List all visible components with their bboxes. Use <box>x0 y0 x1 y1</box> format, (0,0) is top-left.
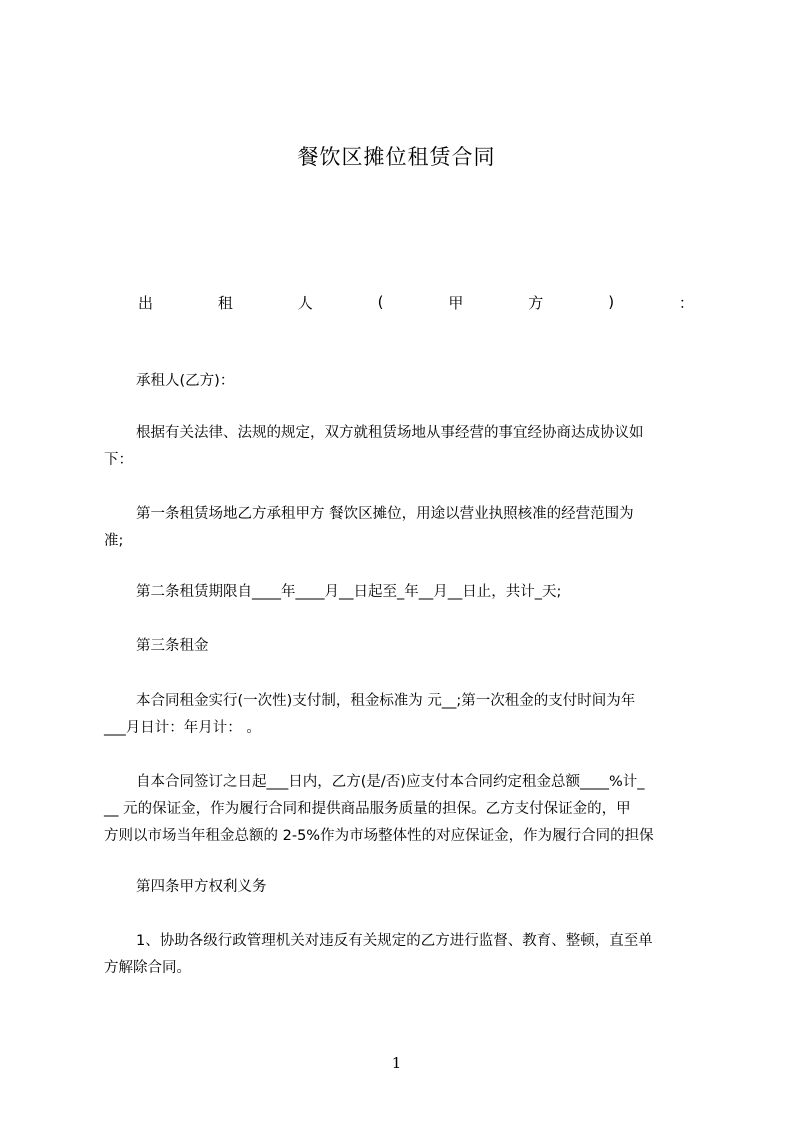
paragraph-line: 下： <box>104 452 133 468</box>
lessor-char: 租 <box>217 293 233 312</box>
preamble-paragraph <box>104 420 704 474</box>
lessor-char: 人 <box>297 293 313 312</box>
page-number: 1 <box>391 1054 402 1072</box>
lessor-char: ) <box>608 293 615 311</box>
article3-paragraph <box>104 688 704 742</box>
lessor-char: 方 <box>528 293 544 312</box>
lessor-char: ： <box>678 293 694 312</box>
document-title: 餐饮区摊位租赁合同 <box>297 145 496 169</box>
section-heading: 第三条租金 <box>136 638 209 654</box>
paragraph-line: 第二条租赁期限自____年____月__日起至_年__月__日止，共计_天; <box>136 584 562 600</box>
deposit-paragraph <box>104 769 704 850</box>
paragraph-line: 准; <box>104 533 124 549</box>
paragraph-line: 根据有关法律、法规的规定，双方就租赁场地从事经营的事宜经协商达成协议如 <box>136 425 644 441</box>
paragraph-line: 1、协助各级行政管理机关对违反有关规定的乙方进行监督、教育、整顿，直至单 <box>136 933 653 949</box>
lessor-char: 出 <box>138 293 154 312</box>
article4-item1-paragraph <box>104 928 704 982</box>
article1-paragraph <box>104 501 704 555</box>
lessee-label <box>104 368 704 395</box>
paragraph-line: __ 元的保证金，作为履行合同和提供商品服务质量的担保。乙方支付保证金的，甲 <box>104 801 631 817</box>
lessor-char: ( <box>377 293 384 311</box>
article3-heading <box>104 633 704 660</box>
article2-paragraph <box>104 579 704 606</box>
article4-heading <box>104 874 704 901</box>
section-heading: 第四条甲方权利义务 <box>136 879 267 895</box>
paragraph-line: ___月日计：年月计： 。 <box>104 720 261 736</box>
paragraph-line: 自本合同签订之日起___日内，乙方(是/否)应支付本合同约定租金总额____%计_ <box>136 774 645 790</box>
lessor-char: 甲 <box>448 293 464 312</box>
lessee-label-text: 承租人(乙方)： <box>136 373 235 389</box>
paragraph-line: 方则以市场当年租金总额的 2-5%作为市场整体性的对应保证金，作为履行合同的担保 <box>104 828 654 844</box>
paragraph-line: 本合同租金实行(一次性)支付制，租金标准为 元__;第一次租金的支付时间为年 <box>136 693 636 709</box>
lessor-line <box>138 290 694 314</box>
paragraph-line: 第一条租赁场地乙方承租甲方 餐饮区摊位，用途以营业执照核准的经营范围为 <box>136 506 634 522</box>
paragraph-line: 方解除合同。 <box>104 960 191 976</box>
